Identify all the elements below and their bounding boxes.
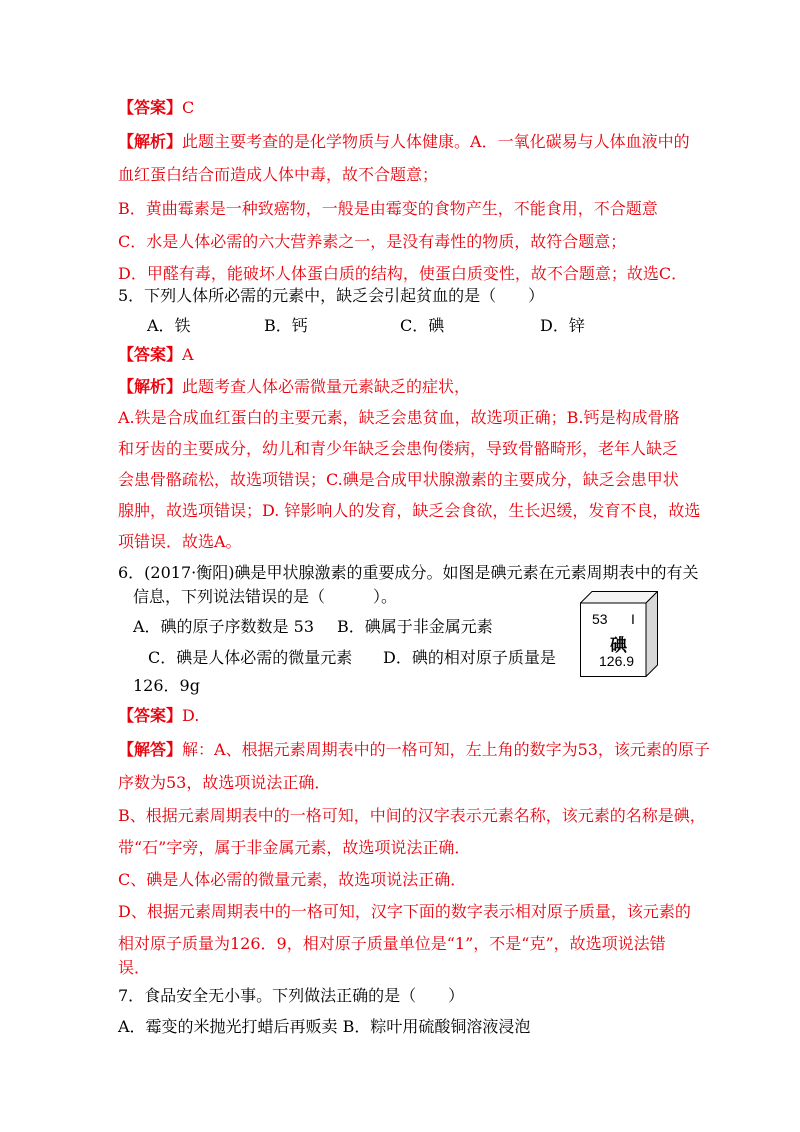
explanation-label: 【解析】 xyxy=(118,377,183,396)
question-6-option-c: C．碘是人体必需的微量元素 xyxy=(148,648,353,667)
question-5-option-d: D．锌 xyxy=(540,316,585,335)
explanation-4-line-3: B．黄曲霉素是一种致癌物，一般是由霉变的食物产生，不能食用，不合题意 xyxy=(118,199,658,218)
element-name: 碘 xyxy=(610,636,627,656)
explanation-5-line-6: 项错误．故选A。 xyxy=(118,532,242,551)
explanation-4-line-1: 【解析】此题主要考查的是化学物质与人体健康。A．一氧化碳易与人体血液中的 xyxy=(118,132,690,151)
question-6-line-1: 6．(2017·衡阳)碘是甲状腺激素的重要成分。如图是碘元素在元素周期表中的有关 xyxy=(118,563,699,582)
solution-6-line-1: 【解答】解：A、根据元素周期表中的一格可知，左上角的数字为53，该元素的原子 xyxy=(118,740,710,759)
question-7-options-ab: A．霉变的米抛光打蜡后再贩卖 B．粽叶用硫酸铜溶液浸泡 xyxy=(118,1017,531,1036)
question-7-stem: 7．食品安全无小事。下列做法正确的是（ ） xyxy=(118,986,465,1005)
answer-label: 【答案】 xyxy=(118,98,183,117)
question-5-stem: 5．下列人体所必需的元素中，缺乏会引起贫血的是（ ） xyxy=(118,286,545,305)
solution-6-line-7: 相对原子质量为126．9，相对原子质量单位是“1”，不是“克”，故选项说法错 xyxy=(118,934,666,953)
question-6-option-d-value: 126．9g xyxy=(133,676,200,695)
question-5-option-b: B．钙 xyxy=(264,316,308,335)
explanation-5-line-3: 和牙齿的主要成分，幼儿和青少年缺乏会患佝偻病，导致骨骼畸形，老年人缺乏 xyxy=(118,439,679,458)
question-5-option-c: C．碘 xyxy=(400,316,445,335)
explanation-5-line-4: 会患骨骼疏松，故选项错误；C.碘是合成甲状腺激素的主要成分，缺乏会患甲状 xyxy=(118,470,679,489)
answer-label: 【答案】 xyxy=(118,345,183,364)
answer-value: C xyxy=(182,98,195,117)
atomic-number: 53 xyxy=(592,611,608,627)
answer-4 xyxy=(118,98,194,118)
element-symbol: I xyxy=(631,611,635,627)
explanation-4-line-2: 血红蛋白结合而造成人体中毒，故不合题意； xyxy=(118,165,439,184)
solution-label: 【解答】 xyxy=(118,740,183,759)
explanation-5-line-2: A.铁是合成血红蛋白的主要元素，缺乏会患贫血，故选项正确；B.钙是构成骨胳 xyxy=(118,408,680,427)
explanation-label: 【解析】 xyxy=(118,132,183,151)
solution-6-line-2: 序数为53，故选项说法正确． xyxy=(118,773,331,792)
solution-6-line-6: D、根据元素周期表中的一格可知，汉字下面的数字表示相对原子质量，该元素的 xyxy=(118,902,691,921)
question-6-line-2: 信息，下列说法错误的是（ ）。 xyxy=(133,587,398,606)
question-6-option-a: A．碘的原子序数数是 53 xyxy=(133,617,315,636)
answer-label: 【答案】 xyxy=(118,706,183,725)
answer-5 xyxy=(118,345,194,365)
answer-6 xyxy=(118,706,199,726)
solution-6-line-4: 带“石”字旁，属于非金属元素，故选项说法正确． xyxy=(118,838,471,857)
solution-6-line-3: B、根据元素周期表中的一格可知，中间的汉字表示元素名称，该元素的名称是碘， xyxy=(118,806,706,825)
iodine-element-tile xyxy=(580,591,658,677)
explanation-4-line-4: C．水是人体必需的六大营养素之一，是没有毒性的物质，故符合题意； xyxy=(118,232,627,251)
explanation-5-line-1: 【解析】此题考查人体必需微量元素缺乏的症状， xyxy=(118,377,471,396)
solution-6-line-8: 误． xyxy=(118,958,151,977)
explanation-4-line-5: D．甲醛有毒，能破坏人体蛋白质的结构，使蛋白质变性，故不合题意；故选C． xyxy=(118,264,688,283)
question-6-option-d: D．碘的相对原子质量是 xyxy=(383,648,556,667)
answer-value: A xyxy=(182,345,194,364)
explanation-5-line-5: 腺肿，故选项错误；D. 锌影响人的发育，缺乏会食欲，生长迟缓，发育不良，故选 xyxy=(118,501,701,520)
question-5-option-a: A．铁 xyxy=(147,316,191,335)
question-6-option-b: B．碘属于非金属元素 xyxy=(337,617,493,636)
solution-6-line-5: C、碘是人体必需的微量元素，故选项说法正确． xyxy=(118,870,467,889)
answer-value: D. xyxy=(182,706,200,725)
atomic-mass: 126.9 xyxy=(599,653,635,669)
